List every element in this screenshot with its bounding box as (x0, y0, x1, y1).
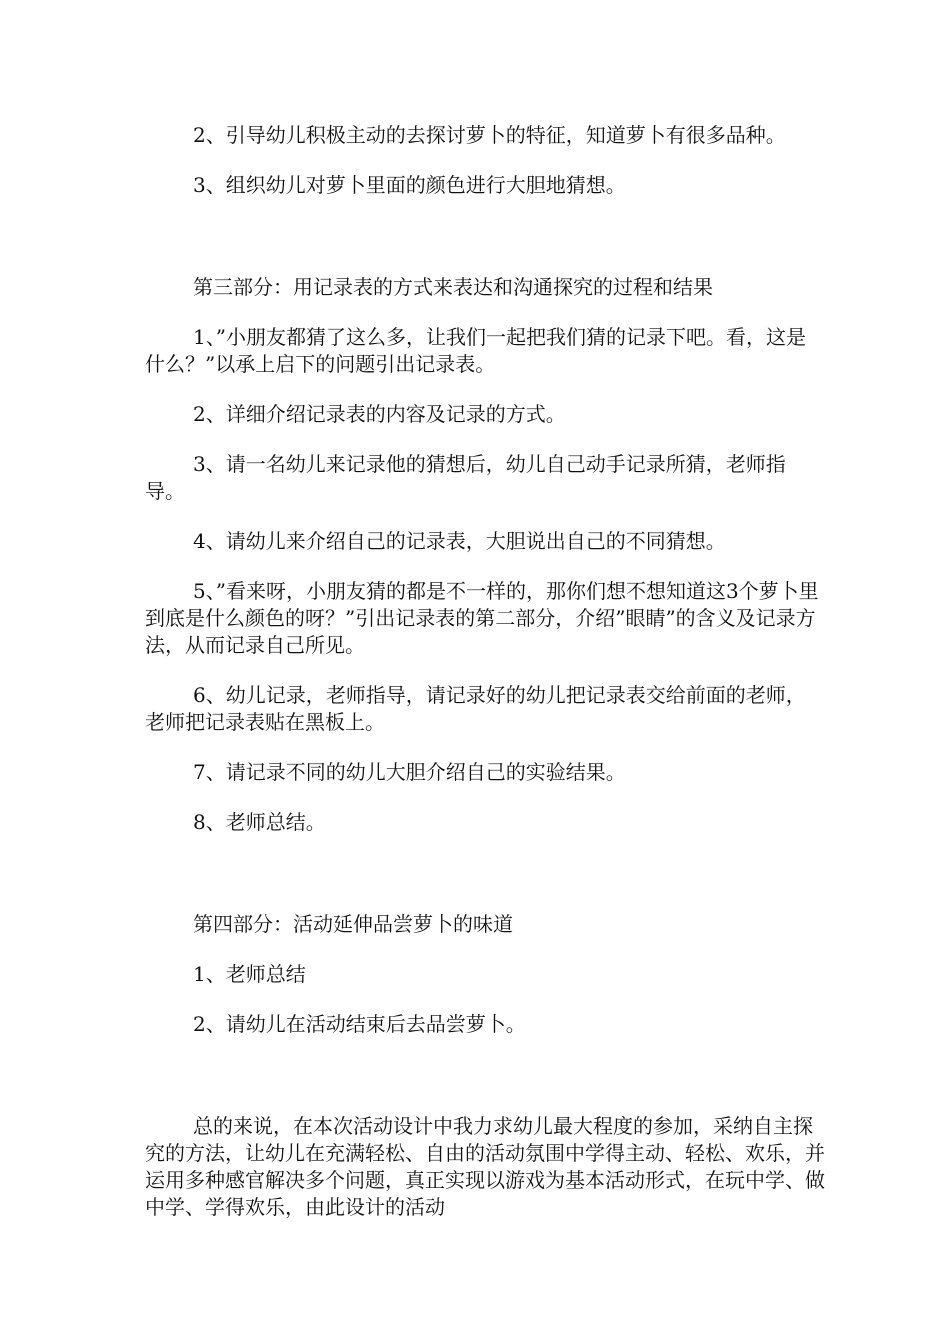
section-spacer (145, 859, 825, 911)
paragraph-part2-item2: 2、引导幼儿积极主动的去探讨萝卜的特征，知道萝卜有很多品种。 (193, 123, 786, 147)
paragraph-part3-item2: 2、详细介绍记录表的内容及记录的方式。 (193, 402, 566, 426)
paragraph-part2-item3: 3、组织幼儿对萝卜里面的颜色进行大胆地猜想。 (193, 173, 626, 197)
paragraph-part4-item2: 2、请幼儿在活动结束后去品尝萝卜。 (193, 1012, 526, 1036)
paragraph-part3-item5: 5、”看来呀，小朋友猜的都是不一样的，那你们想不想知道这3个萝卜里到底是什么颜色的呀？”引出记录表的第二部分，介绍”眼睛”的含义及记录方法，从而记录自己所见。 (145, 579, 819, 657)
section-spacer (145, 1061, 825, 1113)
paragraph-part3-item3: 3、请一名幼儿来记录他的猜想后，幼儿自己动手记录所猜，老师指导。 (145, 452, 786, 503)
paragraph-part3-item8: 8、老师总结。 (193, 810, 326, 834)
paragraph-part4-item1: 1、老师总结 (193, 962, 306, 986)
section-heading-part3: 第三部分：用记录表的方式来表达和沟通探究的过程和结果 (193, 275, 713, 299)
paragraph-summary: 总的来说，在本次活动设计中我力求幼儿最大程度的参加，采纳自主探究的方法，让幼儿在充满轻松、自由的活动氛围中学得主动、轻松、欢乐，并运用多种感官解决多个问题，真正实现以游戏为基本活动形式，在玩中学、做中学、学得欢乐，由此设计的活动 (145, 1114, 825, 1219)
section-spacer (145, 222, 825, 274)
document-page (145, 122, 825, 1244)
paragraph-part3-item7: 7、请记录不同的幼儿大胆介绍自己的实验结果。 (193, 760, 626, 784)
paragraph-part3-item6: 6、幼儿记录，老师指导，请记录好的幼儿把记录表交给前面的老师，老师把记录表贴在黑板上。 (145, 683, 806, 734)
paragraph-part3-item1: 1、”小朋友都猜了这么多，让我们一起把我们猜的记录下吧。看，这是什么？”以承上启下的问题引出记录表。 (145, 325, 806, 376)
paragraph-part3-item4: 4、请幼儿来介绍自己的记录表，大胆说出自己的不同猜想。 (193, 529, 726, 553)
section-heading-part4: 第四部分：活动延伸品尝萝卜的味道 (193, 912, 513, 936)
